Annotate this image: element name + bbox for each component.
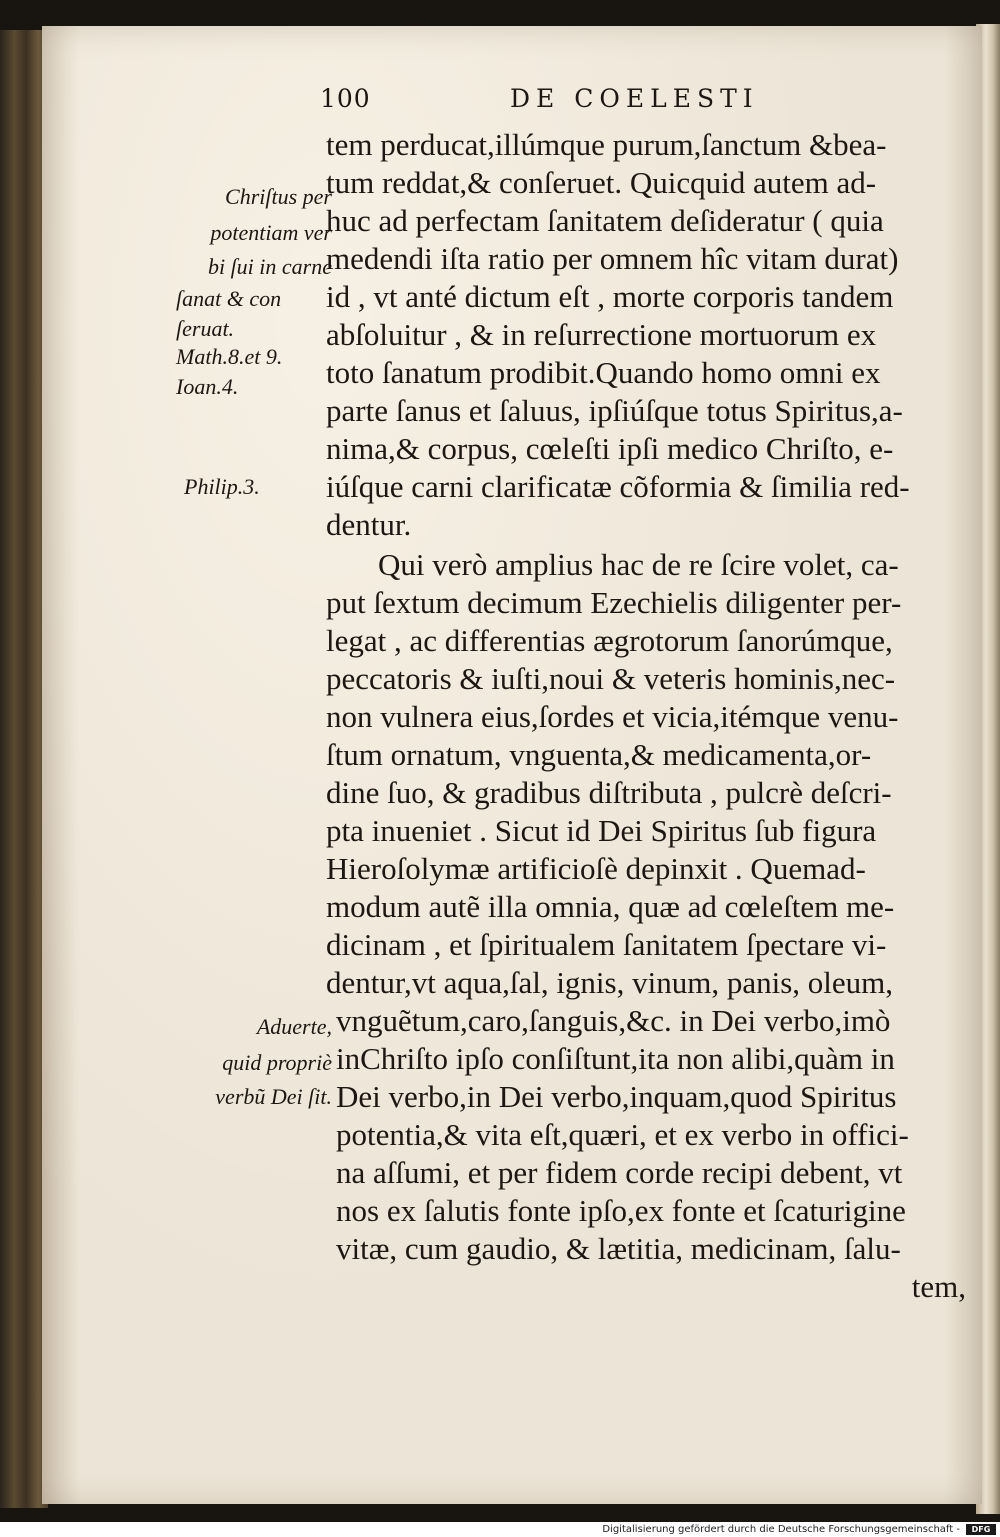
text-line: huc ad perfectam ſanitatem deſideratur ( quia xyxy=(326,203,884,238)
text-line: tum reddat,& conſeruet. Quicquid autem ad- xyxy=(326,165,877,200)
margin-note-line: ſeruat. xyxy=(176,316,235,341)
text-line: Hieroſolymæ artificioſè depinxit . Quemad- xyxy=(326,851,866,886)
text-line: abſoluitur , & in reſurrectione mortuorum ex xyxy=(326,317,877,352)
margin-note-line: verbũ Dei ſit. xyxy=(215,1084,332,1109)
margin-note-line: ſanat & con xyxy=(176,286,282,311)
text-line: inChriſto ipſo conſiſtunt,ita non alibi,quàm in xyxy=(336,1041,895,1076)
footer-credit: Digitalisierung gefördert durch die Deutsche Forschungsgemeinschaft - xyxy=(602,1524,960,1535)
text-line: na aſſumi, et per fidem corde recipi debent, vt xyxy=(336,1155,903,1190)
text-line: medendi iſta ratio per omnem hîc vitam durat) xyxy=(326,241,899,276)
running-title: DE COELESTI xyxy=(510,84,759,113)
margin-note-line: Ioan.4. xyxy=(176,374,239,399)
running-head xyxy=(320,84,790,118)
text-line: toto ſanatum prodibit.Quando homo omni ex xyxy=(326,355,881,390)
catchword-line: tem, xyxy=(911,1269,966,1304)
margin-note-line: Math.8.et 9. xyxy=(176,344,283,369)
page-number: 100 xyxy=(320,84,371,113)
margin-note-line: potentiam ver xyxy=(210,220,332,245)
text-line: Qui verò amplius hac de re ſcire volet, ca- xyxy=(378,547,899,582)
text-line: tem perducat,illúmque purum,ſanctum &bea- xyxy=(326,127,887,162)
text-line: put ſextum decimum Ezechielis diligenter per- xyxy=(326,585,902,620)
text-line: dentur,vt aqua,ſal, ignis, vinum, panis, oleum, xyxy=(326,965,894,1000)
text-line: parte ſanus et ſaluus, ipſiúſque totus Spiritus,a- xyxy=(326,393,903,428)
margin-note-line: quid propriè xyxy=(222,1050,332,1075)
text-line: vnguẽtum,caro,ſanguis,&c. in Dei verbo,imò xyxy=(336,1003,891,1038)
text-line: vitæ, cum gaudio, & lætitia, medicinam, ſalu- xyxy=(336,1231,901,1266)
text-line: id , vt anté dictum eſt , morte corporis tandem xyxy=(326,279,894,314)
dfg-logo-icon: DFG xyxy=(966,1524,996,1535)
text-line: nos ex ſalutis fonte ipſo,ex fonte et ſcaturigine xyxy=(336,1193,906,1228)
text-line: potentia,& vita eſt,quæri, et ex verbo in offici- xyxy=(336,1117,909,1152)
text-line: nima,& corpus, cœleſti ipſi medico Chriſto, e- xyxy=(326,431,894,466)
text-line: dine ſuo, & gradibus diſtributa , pulcrè deſcri- xyxy=(326,775,892,810)
margin-note-line: Philip.3. xyxy=(184,474,260,499)
text-line: legat , ac differentias ægrotorum ſanorúmque, xyxy=(326,623,893,658)
text-line: non vulnera eius,ſordes et vicia,itémque venu- xyxy=(326,699,899,734)
margin-note-line: bi ſui in carne xyxy=(207,254,332,279)
text-line: ſtum ornatum, vnguenta,& medicamenta,or- xyxy=(326,737,872,772)
book-spine-edge xyxy=(0,30,48,1508)
text-line: dentur. xyxy=(326,507,412,542)
text-line: dicinam , et ſpiritualem ſanitatem ſpectare vi- xyxy=(326,927,887,962)
text-line: modum autẽ illa omnia, quæ ad cœleſtem me- xyxy=(326,889,895,924)
margin-note-line: Aduerte, xyxy=(256,1014,332,1039)
text-line: iúſque carni clarificatæ cõformia & ſimilia red- xyxy=(326,469,910,504)
footer-strip xyxy=(0,1522,1000,1537)
margin-note-line: Chriſtus per xyxy=(225,184,332,209)
text-line: Dei verbo,in Dei verbo,inquam,quod Spiritus xyxy=(336,1079,897,1114)
text-line: pta inueniet . Sicut id Dei Spiritus ſub figura xyxy=(326,813,877,848)
text-line: peccatoris & iuſti,noui & veteris hominis,nec- xyxy=(326,661,896,696)
